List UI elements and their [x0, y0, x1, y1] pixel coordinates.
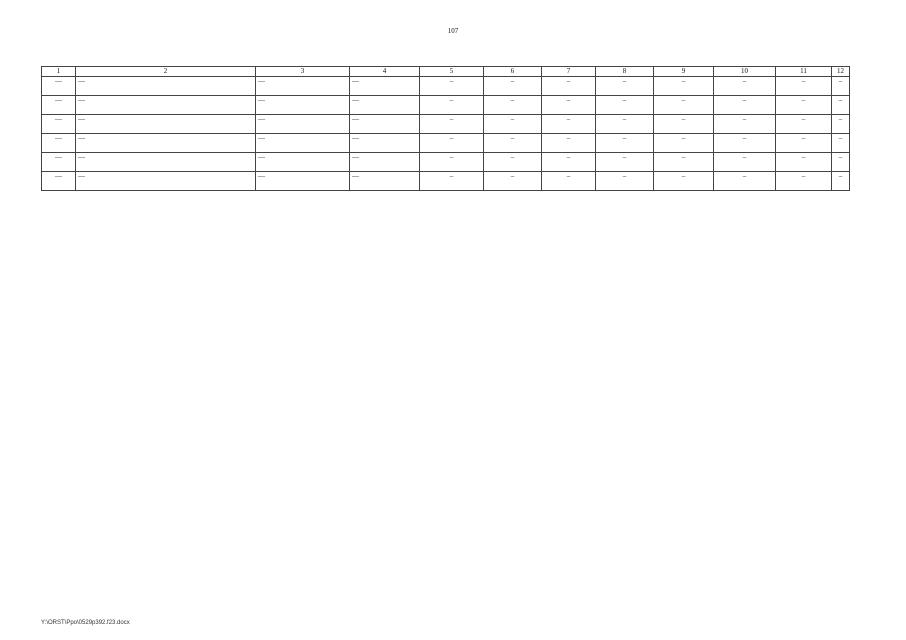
table-cell: –	[832, 115, 850, 134]
table-cell: –	[542, 153, 596, 172]
table-cell: —	[42, 134, 76, 153]
table-cell: –	[714, 96, 776, 115]
table-cell: –	[596, 153, 654, 172]
table-cell: –	[714, 172, 776, 191]
column-header: 10	[714, 67, 776, 77]
table-cell: —	[350, 172, 420, 191]
table-cell: –	[484, 115, 542, 134]
column-header: 4	[350, 67, 420, 77]
table-cell: —	[42, 77, 76, 96]
table-cell: –	[542, 172, 596, 191]
table-cell: –	[776, 172, 832, 191]
table-cell: –	[484, 153, 542, 172]
table-cell: –	[714, 115, 776, 134]
table-cell: –	[596, 134, 654, 153]
table-cell: –	[654, 115, 714, 134]
table-cell: –	[596, 96, 654, 115]
table-cell: —	[42, 172, 76, 191]
table-cell: –	[832, 134, 850, 153]
table-cell: —	[256, 77, 350, 96]
table-cell: —	[256, 96, 350, 115]
table-cell: –	[542, 96, 596, 115]
table-cell: –	[776, 77, 832, 96]
column-header: 5	[420, 67, 484, 77]
table-cell: —	[76, 172, 256, 191]
table-cell: –	[596, 172, 654, 191]
table-cell: –	[420, 134, 484, 153]
table-cell: –	[542, 77, 596, 96]
table-cell: –	[776, 115, 832, 134]
table-cell: –	[714, 153, 776, 172]
table-cell: –	[654, 153, 714, 172]
table-cell: –	[776, 134, 832, 153]
table-cell: –	[484, 96, 542, 115]
table-cell: —	[350, 115, 420, 134]
column-header: 8	[596, 67, 654, 77]
table-cell: —	[42, 96, 76, 115]
table-cell: —	[256, 153, 350, 172]
table-cell: —	[76, 77, 256, 96]
table-cell: –	[484, 77, 542, 96]
table-cell: –	[484, 172, 542, 191]
table-row	[42, 153, 850, 172]
table-cell: —	[76, 134, 256, 153]
table-row	[42, 77, 850, 96]
column-header: 11	[776, 67, 832, 77]
table-cell: –	[832, 96, 850, 115]
column-header: 7	[542, 67, 596, 77]
table-cell: –	[714, 77, 776, 96]
table-cell: —	[256, 115, 350, 134]
table-cell: –	[542, 115, 596, 134]
table-cell: –	[654, 134, 714, 153]
table-cell: —	[350, 77, 420, 96]
table-cell: —	[350, 134, 420, 153]
table-cell: –	[484, 134, 542, 153]
table-cell: –	[420, 172, 484, 191]
table-cell: –	[596, 115, 654, 134]
table-cell: –	[832, 172, 850, 191]
table-row	[42, 96, 850, 115]
table-cell: –	[776, 153, 832, 172]
table-cell: —	[256, 134, 350, 153]
table-cell: —	[76, 96, 256, 115]
table-cell: –	[714, 134, 776, 153]
table-cell: –	[654, 96, 714, 115]
column-header: 2	[76, 67, 256, 77]
table-row	[42, 172, 850, 191]
table-cell: –	[654, 77, 714, 96]
table-cell: —	[76, 115, 256, 134]
financing-table-container	[41, 66, 849, 191]
table-cell: —	[350, 153, 420, 172]
table-row	[42, 134, 850, 153]
file-path-footer: Y:\ORST\Ppo\0529p392.f23.docx	[41, 620, 130, 626]
page-number: 107	[447, 27, 459, 35]
column-header: 12	[832, 67, 850, 77]
table-cell: —	[42, 115, 76, 134]
table-cell: –	[420, 153, 484, 172]
table-row	[42, 115, 850, 134]
column-header: 3	[256, 67, 350, 77]
table-cell: —	[76, 153, 256, 172]
table-cell: –	[420, 115, 484, 134]
column-header: 6	[484, 67, 542, 77]
table-cell: –	[420, 96, 484, 115]
table-body	[42, 77, 850, 191]
table-cell: –	[420, 77, 484, 96]
table-cell: –	[596, 77, 654, 96]
table-cell: –	[654, 172, 714, 191]
column-header: 1	[42, 67, 76, 77]
table-cell: —	[256, 172, 350, 191]
financing-table	[41, 66, 850, 191]
table-cell: —	[350, 96, 420, 115]
table-cell: –	[776, 96, 832, 115]
table-cell: –	[542, 134, 596, 153]
table-cell: –	[832, 153, 850, 172]
column-header: 9	[654, 67, 714, 77]
table-cell: –	[832, 77, 850, 96]
table-cell: —	[42, 153, 76, 172]
header-row	[42, 67, 850, 77]
